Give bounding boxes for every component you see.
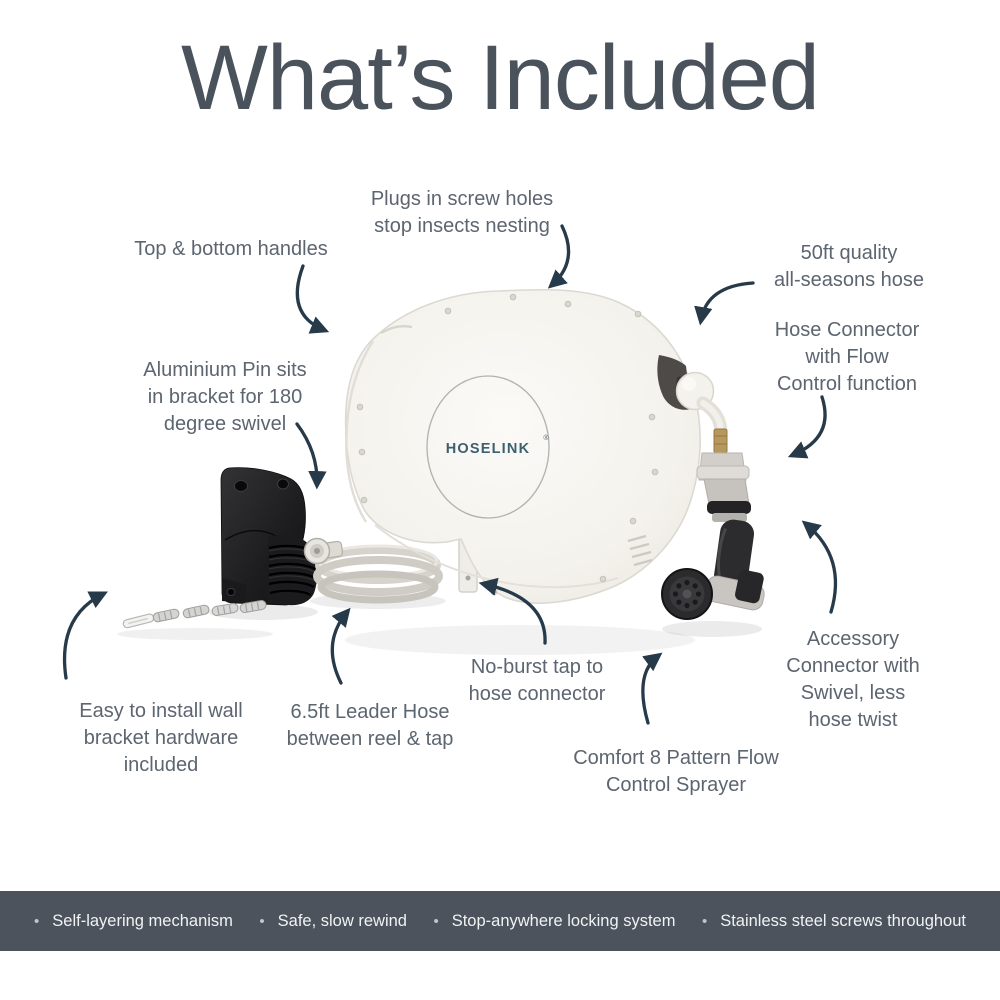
callout-no-burst-tap xyxy=(469,654,606,708)
callout-line: Comfort 8 Pattern Flow xyxy=(573,747,779,769)
hoselink-logo-reg: ® xyxy=(543,435,549,442)
callout-line: hose twist xyxy=(808,709,898,731)
callout-leader-hose xyxy=(287,699,454,753)
callout-line: Easy to install wall xyxy=(79,700,243,722)
callout-top-handles xyxy=(134,236,327,263)
callout-line: Control Sprayer xyxy=(605,774,747,796)
callout-line: Accessory xyxy=(806,628,900,650)
arrow-top-handles xyxy=(297,266,324,330)
callout-line: 50ft quality xyxy=(800,242,898,264)
callout-plugs xyxy=(371,186,553,240)
feature-text: Stop-anywhere locking system xyxy=(451,911,676,930)
callout-line: all-seasons hose xyxy=(773,269,925,291)
bullet-icon: • xyxy=(259,912,265,930)
callout-line: with Flow xyxy=(805,346,889,368)
callout-wall-bracket xyxy=(79,698,242,779)
callout-line: Top & bottom handles xyxy=(134,238,328,260)
callout-line: stop insects nesting xyxy=(374,215,550,237)
callout-line: between reel & tap xyxy=(286,728,454,750)
callout-line: hose connector xyxy=(468,683,606,705)
arrow-sprayer xyxy=(643,656,658,723)
callout-sprayer xyxy=(573,745,779,799)
callout-line: degree swivel xyxy=(163,413,287,435)
callout-accessory-connector xyxy=(786,626,919,734)
callout-line: 6.5ft Leader Hose xyxy=(290,701,450,723)
feature-bar xyxy=(0,891,1000,951)
arrow-wall-bracket xyxy=(65,594,103,678)
page-title: What’s Included xyxy=(181,27,819,129)
callout-line: in bracket for 180 xyxy=(147,386,303,408)
callout-line: Hose Connector xyxy=(774,319,920,341)
callout-hose-50ft xyxy=(774,240,924,294)
callout-line: Connector with xyxy=(786,655,920,677)
callout-line: included xyxy=(123,754,199,776)
brass-fitting xyxy=(714,429,727,453)
feature-text: Stainless steel screws throughout xyxy=(720,911,966,930)
feature-text: Self-layering mechanism xyxy=(52,911,233,930)
hose-connector-assembly xyxy=(697,403,751,522)
callout-line: Aluminium Pin sits xyxy=(143,359,307,381)
tap-connector xyxy=(305,539,344,564)
arrow-plugs xyxy=(552,226,569,285)
feature-item xyxy=(702,912,966,931)
bullet-icon: • xyxy=(433,912,439,930)
callout-line: Plugs in screw holes xyxy=(370,188,554,210)
hoselink-logo: HOSELINK xyxy=(445,441,531,457)
bullet-icon: • xyxy=(701,912,708,930)
feature-item xyxy=(433,912,675,931)
feature-item xyxy=(34,912,233,931)
arrow-hose-connector xyxy=(793,397,825,455)
arrow-accessory-connector xyxy=(806,524,835,612)
callout-line: bracket hardware xyxy=(83,727,239,749)
callout-aluminium-pin xyxy=(143,357,306,438)
callout-hose-connector xyxy=(775,317,920,398)
bullet-icon: • xyxy=(34,912,40,930)
arrow-hose-50ft xyxy=(701,283,753,320)
callout-line: No-burst tap to xyxy=(470,656,604,678)
reel-body xyxy=(346,290,701,603)
callout-line: Control function xyxy=(776,373,918,395)
feature-item xyxy=(259,912,407,931)
arrow-leader-hose xyxy=(332,612,347,683)
spray-gun xyxy=(662,518,766,619)
callout-line: Swivel, less xyxy=(800,682,906,704)
feature-text: Safe, slow rewind xyxy=(277,911,407,930)
wall-bracket xyxy=(221,468,317,606)
